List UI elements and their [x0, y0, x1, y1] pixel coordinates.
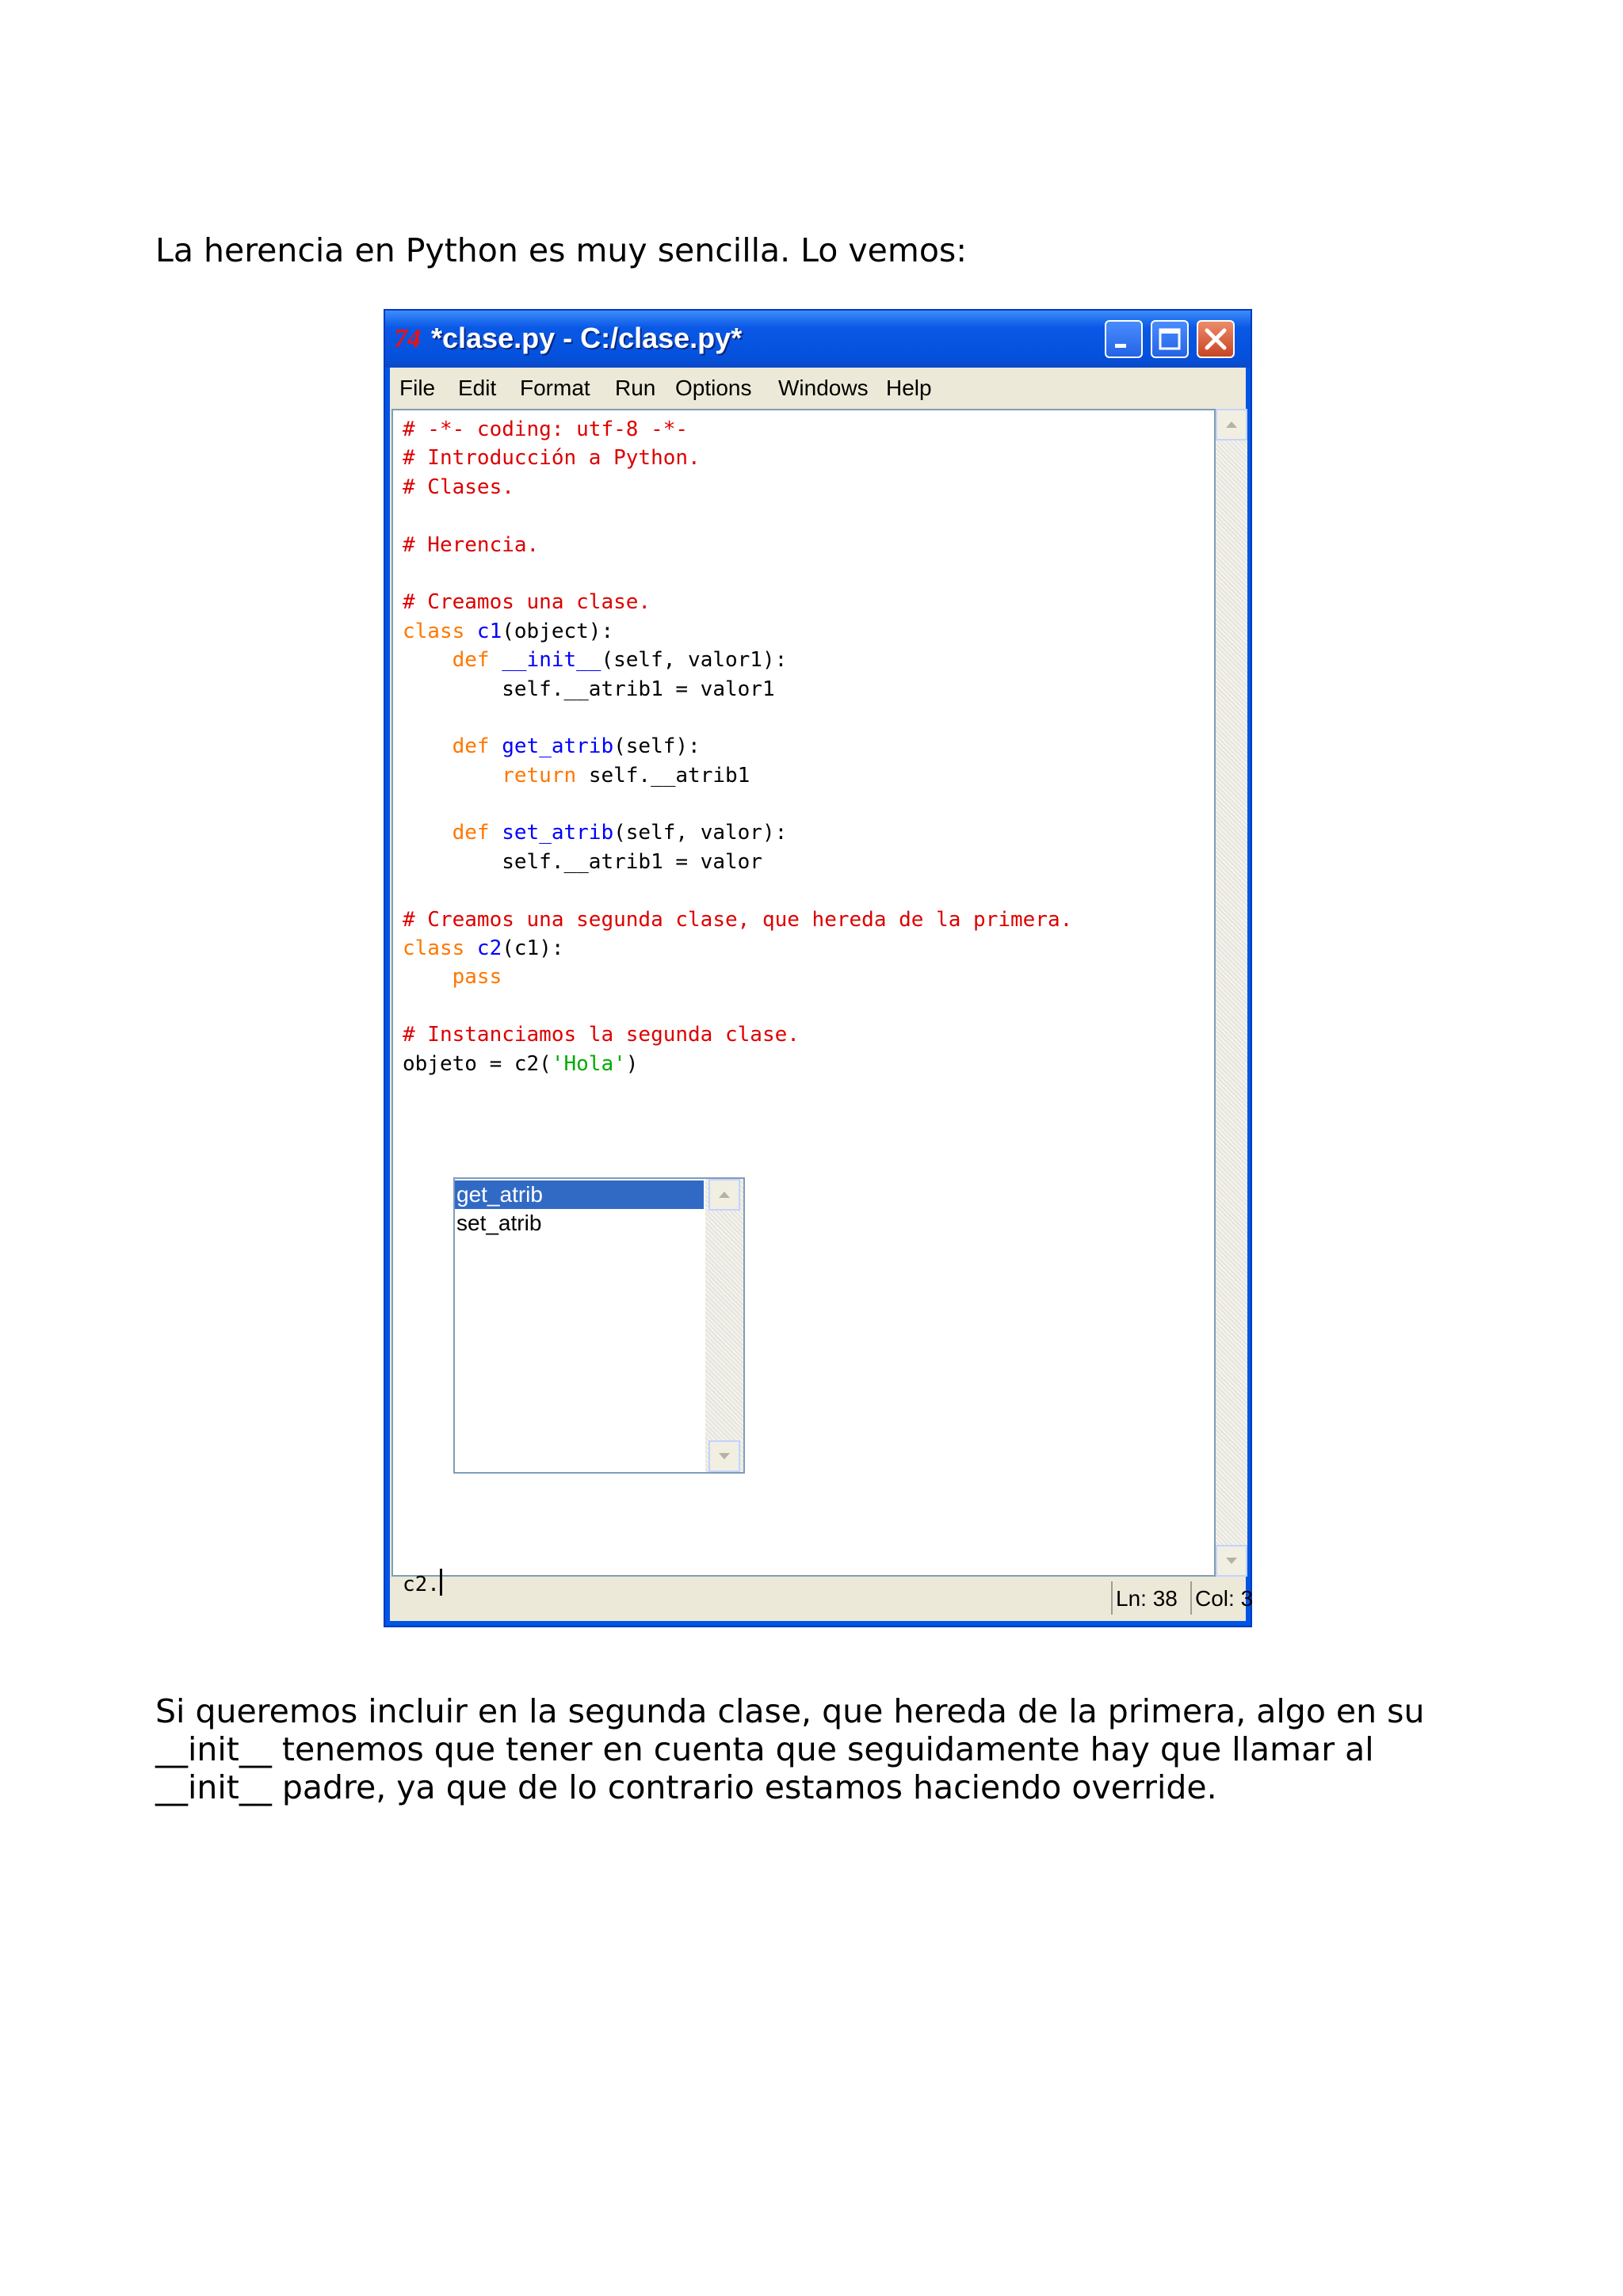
code-line[interactable]: [403, 818, 1072, 847]
menu-run[interactable]: Run: [615, 376, 656, 400]
autocomplete-item-set-atrib[interactable]: set_atrib: [456, 1211, 542, 1235]
code-token: __init__: [502, 648, 601, 673]
menu-bar: [390, 368, 1246, 407]
code-line[interactable]: [403, 876, 1072, 905]
code-line[interactable]: [403, 906, 1072, 934]
window-title: *clase.py - C:/clase.py*: [431, 322, 743, 354]
code-token: def: [403, 821, 502, 845]
code-token: set_atrib: [502, 821, 614, 845]
code-token: # Clases.: [403, 475, 514, 499]
code-token: def: [403, 648, 502, 673]
code-line[interactable]: [403, 848, 1072, 876]
minimize-icon: [1106, 322, 1141, 357]
editor-scroll-up-button[interactable]: [1216, 409, 1247, 441]
code-token: (self, valor1):: [601, 648, 788, 673]
idle-editor-window[interactable]: [384, 309, 1252, 1627]
status-column-number: Col: 3: [1190, 1581, 1256, 1615]
code-token: ): [625, 1051, 639, 1076]
code-token: (self, valor):: [613, 821, 788, 845]
code-token: c2: [476, 936, 502, 961]
maximize-button[interactable]: [1151, 320, 1189, 358]
code-token: self.__atrib1 = valor: [403, 849, 762, 874]
menu-file[interactable]: File: [399, 376, 436, 400]
code-token: # Introducción a Python.: [403, 446, 701, 471]
editor-vertical-scrollbar[interactable]: [1216, 409, 1247, 1577]
code-token: 'Hola': [551, 1051, 626, 1076]
status-bar: [390, 1578, 1254, 1619]
code-token: self.__atrib1 = valor1: [403, 677, 775, 701]
outro-paragraph: [155, 1692, 1503, 1806]
code-token: # Creamos una clase.: [403, 590, 651, 615]
editor-scroll-down-button[interactable]: [1216, 1545, 1247, 1577]
code-line[interactable]: [403, 1078, 1072, 1107]
code-line[interactable]: [403, 646, 1072, 674]
code-editor[interactable]: [391, 409, 1216, 1596]
maximize-icon: [1152, 322, 1187, 357]
window-client-area: [390, 368, 1254, 1621]
arrow-down-icon: [1217, 1547, 1246, 1575]
autocomplete-scroll-up-button[interactable]: [708, 1179, 740, 1211]
code-token: (c1):: [502, 936, 564, 961]
minimize-button[interactable]: [1105, 320, 1143, 358]
code-token: class: [403, 936, 477, 961]
code-line[interactable]: [403, 1482, 1072, 1510]
autocomplete-scroll-down-button[interactable]: [708, 1440, 740, 1472]
autocomplete-item-get-atrib[interactable]: get_atrib: [455, 1180, 704, 1209]
code-line[interactable]: [403, 704, 1072, 732]
menu-options[interactable]: Options: [675, 376, 752, 400]
code-token: class: [403, 619, 477, 643]
code-token: # Creamos una segunda clase, que hereda de la primera.: [403, 907, 1073, 932]
code-line[interactable]: [403, 934, 1072, 963]
code-line[interactable]: [403, 473, 1072, 502]
arrow-down-icon: [710, 1442, 739, 1470]
code-line[interactable]: [403, 531, 1072, 559]
code-token: # Instanciamos la segunda clase.: [403, 1023, 800, 1047]
python-idle-icon: [393, 322, 425, 353]
svg-text:74: 74: [394, 324, 421, 353]
code-line[interactable]: [403, 761, 1072, 790]
code-line[interactable]: [403, 415, 1072, 444]
code-line[interactable]: [403, 502, 1072, 530]
code-line[interactable]: [403, 790, 1072, 818]
code-line[interactable]: [403, 444, 1072, 472]
title-bar[interactable]: [385, 311, 1251, 368]
code-line[interactable]: [403, 1539, 1072, 1568]
menu-help[interactable]: Help: [886, 376, 932, 400]
outro-line: __init__ tenemos que tener en cuenta que seguidamente hay que llamar al: [155, 1730, 1374, 1768]
code-line[interactable]: [403, 675, 1072, 704]
menu-edit[interactable]: Edit: [458, 376, 497, 400]
code-line[interactable]: [403, 1107, 1072, 1135]
code-line[interactable]: [403, 1136, 1072, 1165]
code-token: get_atrib: [502, 734, 614, 759]
code-token: c1: [476, 619, 502, 643]
code-token: return: [403, 763, 589, 788]
code-token: # Herencia.: [403, 532, 540, 557]
intro-paragraph: La herencia en Python es muy sencilla. Lo vemos:: [155, 231, 968, 269]
menu-format[interactable]: Format: [520, 376, 590, 400]
menu-windows[interactable]: Windows: [778, 376, 869, 400]
code-token: # -*- coding: utf-8 -*-: [403, 418, 689, 441]
code-line[interactable]: [403, 617, 1072, 646]
arrow-up-icon: [710, 1180, 739, 1209]
code-line[interactable]: [403, 963, 1072, 991]
status-line-number: Ln: 38: [1111, 1581, 1181, 1615]
autocomplete-scrollbar[interactable]: [705, 1179, 743, 1472]
close-icon: [1198, 322, 1233, 357]
outro-line: Si queremos incluir en la segunda clase, que hereda de la primera, algo en su: [155, 1692, 1425, 1730]
code-token: (self):: [613, 734, 701, 759]
code-token: (object):: [502, 619, 614, 643]
code-line[interactable]: [403, 588, 1072, 616]
autocomplete-popup[interactable]: [453, 1177, 745, 1474]
close-button[interactable]: [1197, 320, 1235, 358]
code-line[interactable]: [403, 1020, 1072, 1049]
code-token: pass: [403, 965, 502, 990]
code-line[interactable]: [403, 732, 1072, 761]
arrow-up-icon: [1217, 410, 1246, 439]
code-line[interactable]: [403, 559, 1072, 588]
code-token: objeto = c2(: [403, 1051, 552, 1076]
code-line[interactable]: [403, 1050, 1072, 1078]
code-token: c2.: [403, 1572, 440, 1596]
code-token: def: [403, 734, 502, 759]
code-line[interactable]: [403, 1511, 1072, 1539]
code-line[interactable]: [403, 992, 1072, 1020]
outro-line: __init__ padre, ya que de lo contrario estamos haciendo override.: [155, 1768, 1217, 1806]
code-token: self.__atrib1: [588, 763, 750, 788]
